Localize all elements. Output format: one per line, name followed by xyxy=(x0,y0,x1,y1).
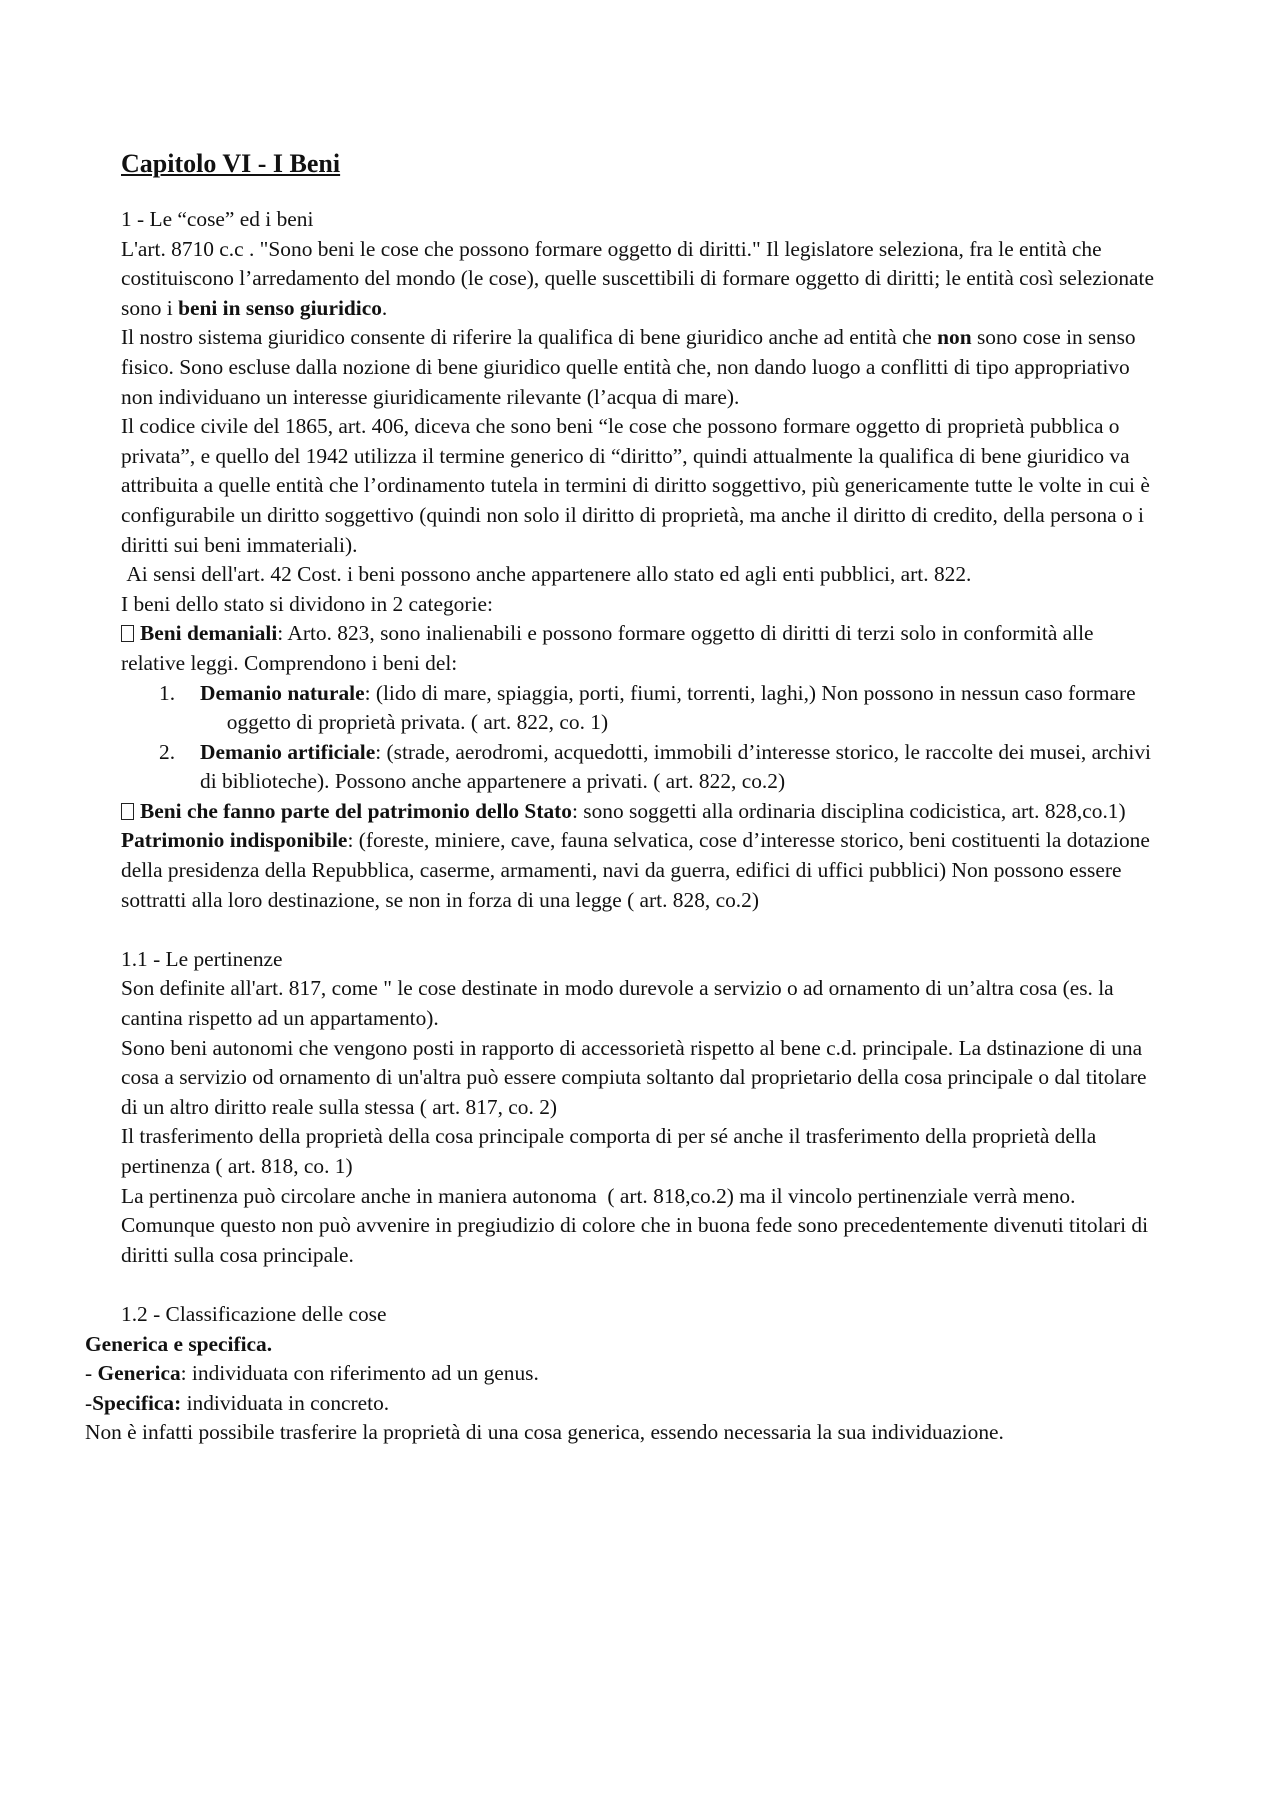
paragraph: I beni dello stato si dividono in 2 categorie: xyxy=(121,591,493,616)
spacer xyxy=(121,915,1161,945)
list-item xyxy=(121,679,1161,738)
list-number: 1. xyxy=(159,680,176,705)
square-bullet-icon xyxy=(121,625,134,642)
text-span: - xyxy=(85,1390,93,1415)
text-span: L'art. 8710 c.c . "Sono beni le cose che possono formare oggetto di diritti." Il legislatore seleziona, fra le entità che costituiscono l’arredamento del mondo (le cose), quelle suscettibili di formare oggetto di diritti; le entità così selezionate sono i xyxy=(121,236,1154,320)
paragraph: Son definite all'art. 817, come " le cose destinate in modo durevole a servizio o ad ornamento di un’altra cosa (es. la cantina rispetto ad un appartamento). xyxy=(121,976,1114,1031)
bold-term: non xyxy=(937,325,972,350)
section-heading-1: 1 - Le “cose” ed i beni xyxy=(121,207,314,231)
document-page xyxy=(85,148,1161,1448)
definition-generica xyxy=(85,1359,1161,1389)
text-span: - xyxy=(85,1361,98,1386)
paragraph: La pertinenza può circolare anche in maniera autonoma ( art. 818,co.2) ma il vincolo pertinenziale verrà meno. Comunque questo non può avvenire in pregiudizio di colore che in buona fede sono precedentemente divenuti titolari di diritti sulla cosa principale. xyxy=(121,1183,1149,1267)
text-span: : Arto. 823, sono inalienabili e possono formare oggetto di diritti di terzi solo in conformità alle relative leggi. Comprendono i beni del: xyxy=(121,621,1094,675)
text-span: individuata in concreto. xyxy=(181,1390,390,1415)
square-bullet-icon xyxy=(121,803,134,820)
section-heading-1-1: 1.1 - Le pertinenze xyxy=(121,946,283,971)
chapter-title: Capitolo VI - I Beni xyxy=(121,149,341,178)
paragraph: Ai sensi dell'art. 42 Cost. i beni possono anche appartenere allo stato ed agli enti pubblici, art. 822. xyxy=(121,562,972,587)
bold-term: Generica e specifica. xyxy=(85,1331,273,1356)
text-span: sono cose in senso fisico. Sono escluse dalla nozione di bene giuridico quelle entità che, non dando luogo a conflitti di tipo appropriativo non individuano un interesse giuridicamente rilevante (l’acqua di mare). xyxy=(121,325,1136,409)
text-span: : (foreste, miniere, cave, fauna selvatica, cose d’interesse storico, beni costituenti la dotazione della presidenza della Repubblica, caserme, armamenti, navi da guerra, edifici di uffici pubblici) Non possono essere sottratti alla loro destinazione, se non in forza di una legge ( art. 828, co.2) xyxy=(121,828,1150,912)
text-span: : individuata con riferimento ad un genus. xyxy=(180,1361,539,1386)
paragraph xyxy=(121,826,1161,915)
paragraph xyxy=(121,323,1161,412)
text-span: : sono soggetti alla ordinaria disciplina codicistica, art. 828,co.1) xyxy=(571,798,1126,823)
bold-term: Beni demaniali xyxy=(140,621,278,646)
list-item xyxy=(121,738,1161,797)
paragraph: Il trasferimento della proprietà della cosa principale comporta di per sé anche il trasferimento della proprietà della pertinenza ( art. 818, co. 1) xyxy=(121,1124,1097,1178)
bold-term: Demanio naturale xyxy=(200,680,365,705)
bold-term: Beni che fanno parte del patrimonio dello Stato xyxy=(140,798,572,823)
text-span: Il nostro sistema giuridico consente di riferire la qualifica di bene giuridico anche ad entità che xyxy=(121,325,938,350)
subheading xyxy=(85,1330,1161,1360)
paragraph: Non è infatti possibile trasferire la proprietà di una cosa generica, essendo necessaria la sua individuazione. xyxy=(85,1420,1004,1445)
bold-term: Generica xyxy=(97,1361,181,1386)
paragraph: Sono beni autonomi che vengono posti in rapporto di accessorietà rispetto al bene c.d. principale. La dstinazione di una cosa a servizio od ornamento di un'altra può essere compiuta soltanto dal proprietario della cosa principale o dal titolare di un altro diritto reale sulla stessa ( art. 817, co. 2) xyxy=(121,1035,1147,1119)
bullet-item-patrimonio-stato xyxy=(121,797,1161,827)
paragraph: Il codice civile del 1865, art. 406, diceva che sono beni “le cose che possono formare oggetto di proprietà pubblica o privata”, e quello del 1942 utilizza il termine generico di “diritto”, quindi attualmente la qualifica di bene giuridico va attribuita a quelle entità che l’ordinamento tutela in termini di diritto soggettivo, più genericamente tutte le volte in cui è configurabile un diritto soggettivo (quindi non solo il diritto di proprietà, ma anche il diritto di credito, della persona o i diritti sui beni immateriali). xyxy=(121,414,1150,557)
bold-term: Patrimonio indisponibile xyxy=(121,828,348,853)
bold-term: beni in senso giuridico xyxy=(178,295,382,320)
numbered-list xyxy=(121,679,1161,797)
bullet-item-beni-demaniali xyxy=(121,619,1161,678)
definition-specifica xyxy=(85,1389,1161,1419)
text-span: : (lido di mare, spiaggia, porti, fiumi, torrenti, laghi,) Non possono in nessun caso formare oggetto di proprietà privata. ( art. 822, co. 1) xyxy=(200,680,1136,735)
text-span: : (strade, aerodromi, acquedotti, immobili d’interesse storico, le raccolte dei musei, archivi di biblioteche). Possono anche appartenere a privati. ( art. 822, co.2) xyxy=(200,739,1151,794)
text-span: . xyxy=(381,295,388,320)
list-number: 2. xyxy=(159,739,176,764)
bold-term: Demanio artificiale xyxy=(200,739,376,764)
section-heading-1-2: 1.2 - Classificazione delle cose xyxy=(121,1301,387,1326)
spacer xyxy=(121,1270,1161,1300)
paragraph xyxy=(121,235,1161,324)
bold-term: Specifica: xyxy=(92,1390,182,1415)
